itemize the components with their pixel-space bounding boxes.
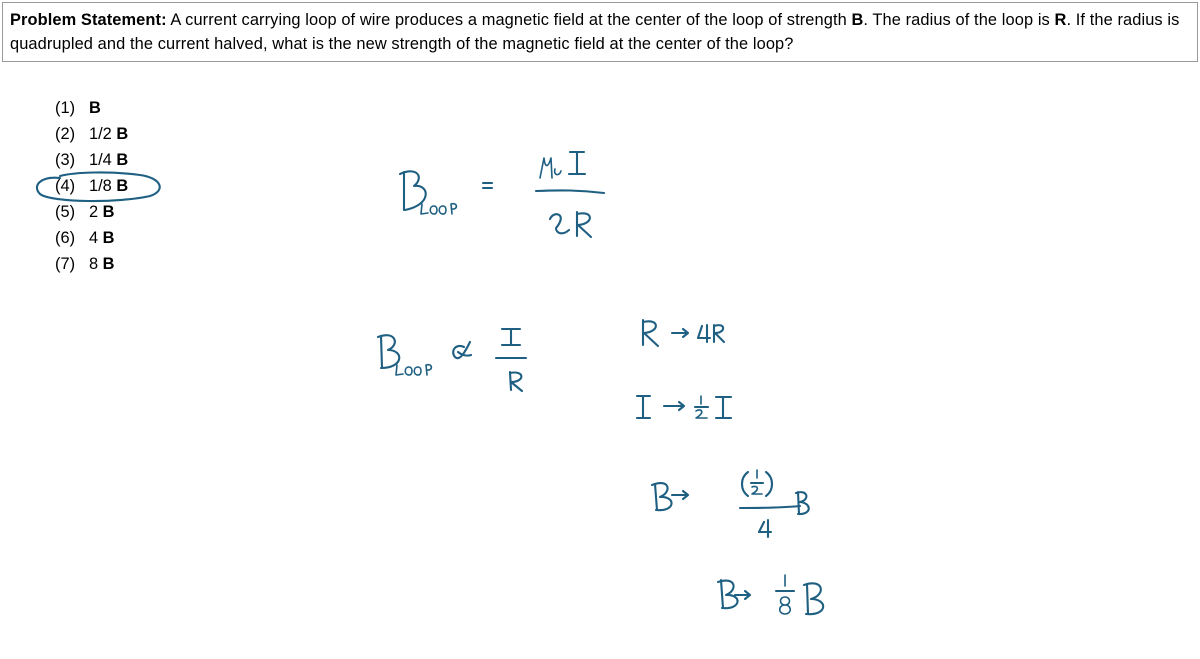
option-2[interactable]: (2) 1/2 B: [55, 125, 129, 143]
option-6[interactable]: (6) 4 B: [55, 229, 115, 247]
option-1[interactable]: (1) B: [55, 99, 101, 117]
problem-symbol-b: B: [851, 11, 864, 29]
answer-circle-mark: [37, 172, 160, 201]
handwritten-field-change: [652, 470, 809, 537]
option-3[interactable]: (3) 1/4 B: [55, 151, 129, 169]
handwritten-proportionality: [378, 329, 526, 391]
handwritten-radius-change: [643, 320, 724, 346]
option-5[interactable]: (5) 2 B: [55, 203, 115, 221]
handwritten-equation-b-loop: [400, 152, 604, 237]
problem-label: Problem Statement:: [10, 11, 167, 29]
handwritten-final-result: [718, 575, 823, 614]
handwritten-current-change: [637, 396, 731, 418]
option-7[interactable]: (7) 8 B: [55, 255, 115, 273]
problem-text-2: . The radius of the loop is: [863, 11, 1055, 29]
option-4[interactable]: (4) 1/8 B: [55, 177, 129, 195]
problem-text-3: . If the radius is quadrupled and the current halved, what is the new strength of the magnetic field at the center of the loop?: [10, 11, 1180, 53]
problem-text-1: A current carrying loop of wire produces a magnetic field at the center of the loop of strength: [166, 11, 852, 29]
problem-symbol-r: R: [1054, 11, 1067, 29]
